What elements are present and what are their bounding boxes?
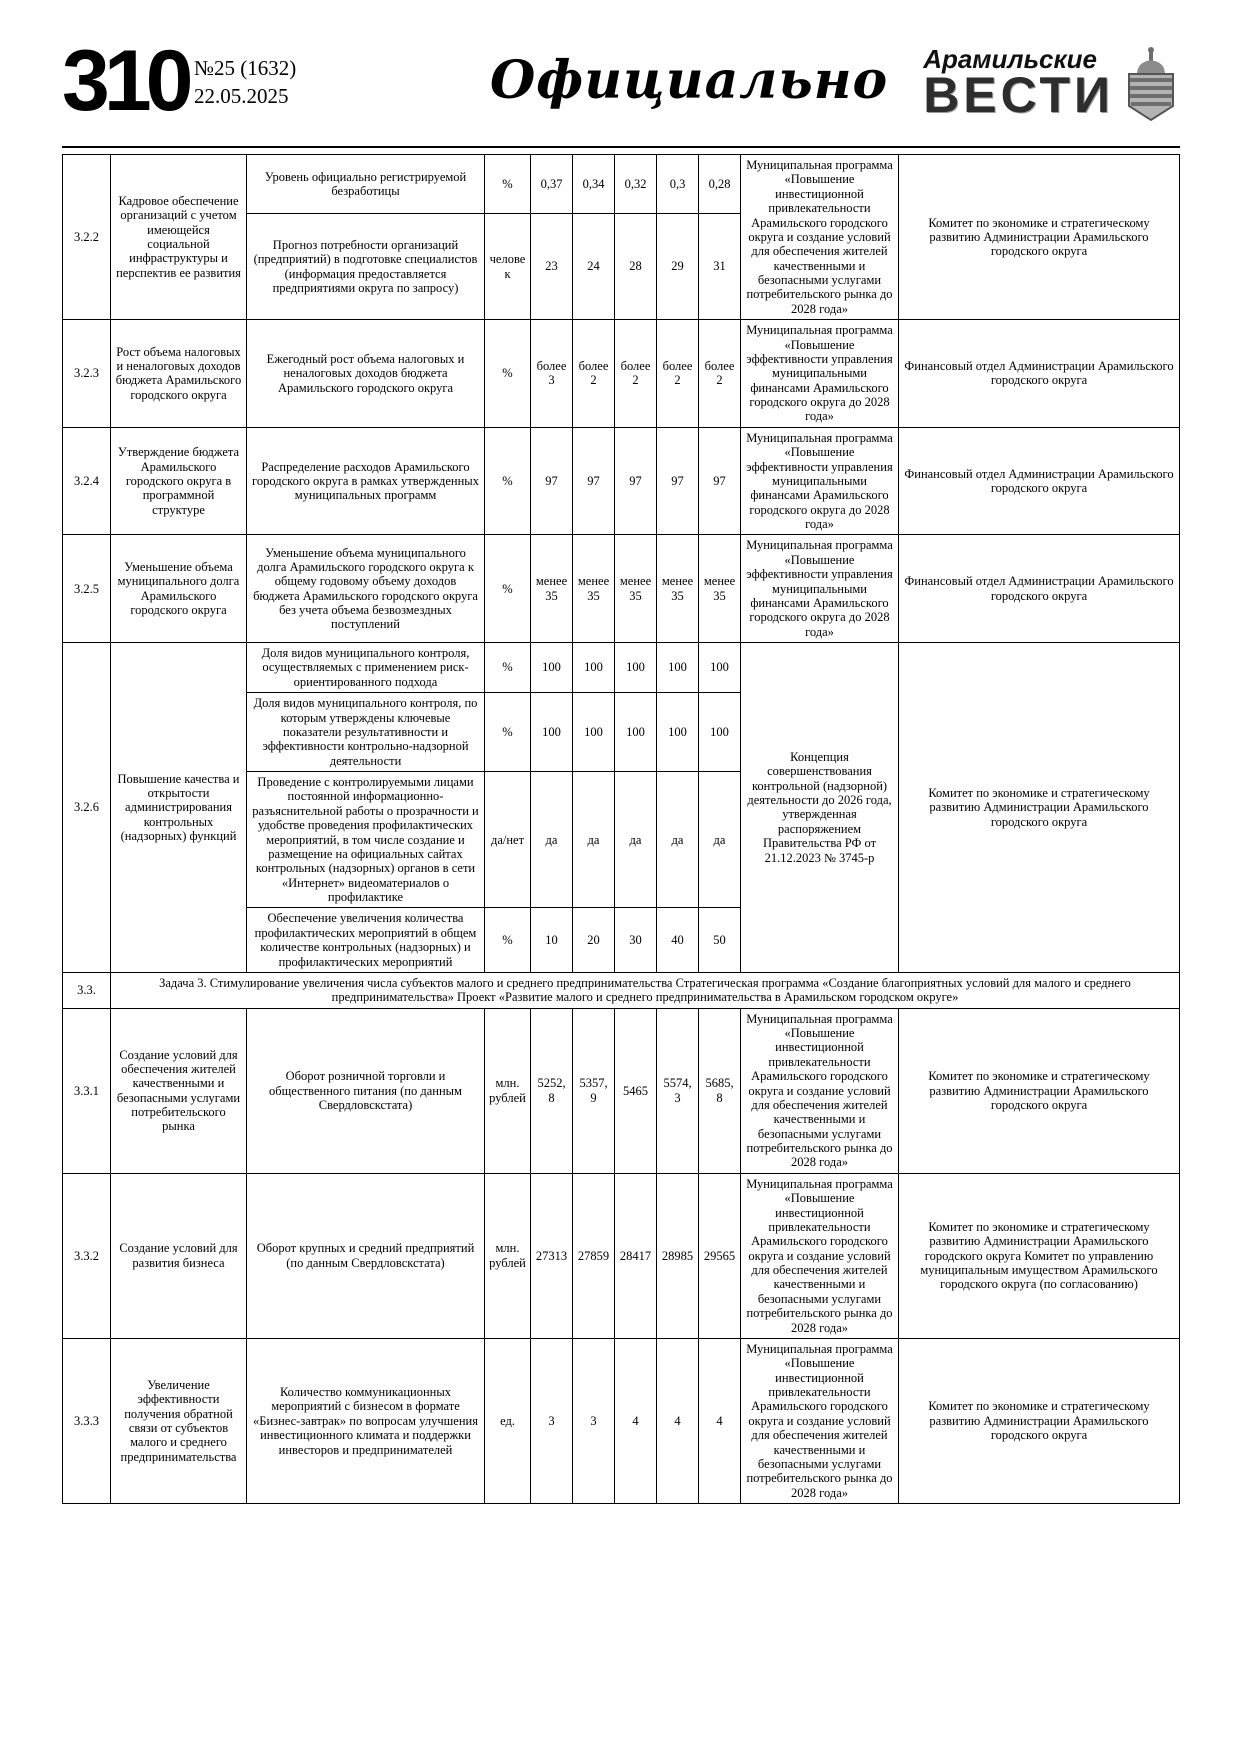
program-cell: Муниципальная программа «Повышение инвестиционной привлекательности Арамильского городского округа и создание условий для обеспечения жителей качественными и безопасными услугами потребительского рынка до 2028 года» xyxy=(741,1173,899,1338)
value-cell: 100 xyxy=(573,643,615,693)
indicator-cell: Прогноз потребности организаций (предприятий) в подготовке специалистов (информация предоставляется предприятиями округа по запросу) xyxy=(247,213,485,319)
value-cell: 5574,3 xyxy=(657,1008,699,1173)
value-cell: 29565 xyxy=(699,1173,741,1338)
value-cell: 0,28 xyxy=(699,155,741,214)
indicator-cell: Оборот розничной торговли и общественного питания (по данным Свердловскстата) xyxy=(247,1008,485,1173)
row-number-cell: 3.3.2 xyxy=(63,1173,111,1338)
value-cell: менее 35 xyxy=(615,535,657,643)
value-cell: 100 xyxy=(699,693,741,772)
goal-cell: Повышение качества и открытости администрирования контрольных (надзорных) функций xyxy=(111,643,247,973)
value-cell: да xyxy=(573,772,615,908)
issue-date: 22.05.2025 xyxy=(194,84,289,109)
issue-number: №25 (1632) xyxy=(194,56,297,80)
indicator-cell: Проведение с контролируемыми лицами постоянной информационно-разъяснительной работы о прозрачности и удобстве проведения профилактических мероприятий, в том числе создание и размещение на официальных сайтах контрольных (надзорных) органов в сети «Интернет» видеоматериалов о профилактике xyxy=(247,772,485,908)
page-number: 310 xyxy=(62,33,188,129)
row-number-cell: 3.2.5 xyxy=(63,535,111,643)
value-cell: 97 xyxy=(531,427,573,535)
value-cell: 5685,8 xyxy=(699,1008,741,1173)
indicators-table xyxy=(62,154,1180,1504)
indicator-cell: Доля видов муниципального контроля, по которым утверждены ключевые показатели результативности и эффективности контрольно-надзорной деятельности xyxy=(247,693,485,772)
program-cell: Муниципальная программа «Повышение инвестиционной привлекательности Арамильского городского округа и создание условий для обеспечения жителей качественными и безопасными услугами потребительского рынка до 2028 года» xyxy=(741,1008,899,1173)
program-cell: Концепция совершенствования контрольной (надзорной) деятельности до 2026 года, утвержденная распоряжением Правительства РФ от 21.12.2023 № 3745-р xyxy=(741,643,899,973)
value-cell: 100 xyxy=(657,693,699,772)
value-cell: 4 xyxy=(699,1338,741,1503)
value-cell: 0,37 xyxy=(531,155,573,214)
value-cell: менее 35 xyxy=(699,535,741,643)
row-number-cell: 3.2.6 xyxy=(63,643,111,973)
value-cell: более 2 xyxy=(573,320,615,428)
table-row xyxy=(63,535,1180,643)
program-cell: Муниципальная программа «Повышение эффективности управления муниципальными финансами Арамильского городского округа до 2028 года» xyxy=(741,535,899,643)
row-number-cell: 3.3.3 xyxy=(63,1338,111,1503)
value-cell: 3 xyxy=(573,1338,615,1503)
program-cell: Муниципальная программа «Повышение инвестиционной привлекательности Арамильского городского округа и создание условий для обеспечения жителей качественными и безопасными услугами потребительского рынка до 2028 года» xyxy=(741,1338,899,1503)
value-cell: 28985 xyxy=(657,1173,699,1338)
row-number-cell: 3.2.3 xyxy=(63,320,111,428)
unit-cell: да/нет xyxy=(485,772,531,908)
unit-cell: % xyxy=(485,693,531,772)
value-cell: 29 xyxy=(657,213,699,319)
value-cell: 5465 xyxy=(615,1008,657,1173)
indicator-cell: Распределение расходов Арамильского городского округа в рамках утвержденных муниципальных программ xyxy=(247,427,485,535)
responsible-cell: Комитет по экономике и стратегическому развитию Администрации Арамильского городского округа xyxy=(899,1338,1180,1503)
unit-cell: человек xyxy=(485,213,531,319)
table-row xyxy=(63,1338,1180,1503)
issue-info xyxy=(194,54,296,111)
value-cell: 100 xyxy=(531,693,573,772)
indicator-cell: Доля видов муниципального контроля, осуществляемых с применением риск-ориентированного подхода xyxy=(247,643,485,693)
value-cell: 10 xyxy=(531,908,573,973)
goal-cell: Уменьшение объема муниципального долга Арамильского городского округа xyxy=(111,535,247,643)
value-cell: 24 xyxy=(573,213,615,319)
table-row xyxy=(63,1173,1180,1338)
unit-cell: ед. xyxy=(485,1338,531,1503)
goal-cell: Создание условий для обеспечения жителей качественными и безопасными услугами потребительского рынка xyxy=(111,1008,247,1173)
value-cell: 28417 xyxy=(615,1173,657,1338)
value-cell: 5252,8 xyxy=(531,1008,573,1173)
unit-cell: % xyxy=(485,155,531,214)
indicator-cell: Уменьшение объема муниципального долга Арамильского городского округа к общему годовому объему доходов бюджета Арамильского городского округа без учета объема безвозмездных поступлений xyxy=(247,535,485,643)
value-cell: 27313 xyxy=(531,1173,573,1338)
value-cell: 31 xyxy=(699,213,741,319)
table-row xyxy=(63,643,1180,693)
value-cell: менее 35 xyxy=(531,535,573,643)
value-cell: 30 xyxy=(615,908,657,973)
value-cell: менее 35 xyxy=(657,535,699,643)
unit-cell: млн. рублей xyxy=(485,1173,531,1338)
value-cell: 20 xyxy=(573,908,615,973)
value-cell: 97 xyxy=(699,427,741,535)
row-number-cell: 3.3. xyxy=(63,972,111,1008)
indicator-cell: Обеспечение увеличения количества профилактических мероприятий в общем количестве контрольных (надзорных) и профилактических мероприятий xyxy=(247,908,485,973)
row-number-cell: 3.3.1 xyxy=(63,1008,111,1173)
unit-cell: % xyxy=(485,427,531,535)
responsible-cell: Финансовый отдел Администрации Арамильского городского округа xyxy=(899,427,1180,535)
row-number-cell: 3.2.4 xyxy=(63,427,111,535)
value-cell: 4 xyxy=(615,1338,657,1503)
goal-cell: Увеличение эффективности получения обратной связи от субъектов малого и среднего предпринимательства xyxy=(111,1338,247,1503)
responsible-cell: Комитет по экономике и стратегическому развитию Администрации Арамильского городского округа xyxy=(899,643,1180,973)
indicator-cell: Уровень официально регистрируемой безработицы xyxy=(247,155,485,214)
newspaper-logo xyxy=(923,46,1180,122)
value-cell: да xyxy=(657,772,699,908)
value-cell: 0,32 xyxy=(615,155,657,214)
task-cell: Задача 3. Стимулирование увеличения числа субъектов малого и среднего предпринимательства Стратегическая программа «Создание благоприятных условий для малого и среднего предпринимательства» Проект «Развитие малого и среднего предпринимательства в Арамильском городском округе» xyxy=(111,972,1180,1008)
program-cell: Муниципальная программа «Повышение эффективности управления муниципальными финансами Арамильского городского округа до 2028 года» xyxy=(741,320,899,428)
program-cell: Муниципальная программа «Повышение эффективности управления муниципальными финансами Арамильского городского округа до 2028 года» xyxy=(741,427,899,535)
goal-cell: Кадровое обеспечение организаций с учетом имеющейся социальной инфраструктуры и перспектив ее развития xyxy=(111,155,247,320)
brand-name-top: Арамильские xyxy=(923,44,1098,74)
value-cell: 100 xyxy=(573,693,615,772)
value-cell: 5357,9 xyxy=(573,1008,615,1173)
responsible-cell: Комитет по экономике и стратегическому развитию Администрации Арамильского городского округа xyxy=(899,155,1180,320)
value-cell: более 2 xyxy=(699,320,741,428)
program-cell: Муниципальная программа «Повышение инвестиционной привлекательности Арамильского городского округа и создание условий для обеспечения жителей качественными и безопасными услугами потребительского рынка до 2028 года» xyxy=(741,155,899,320)
value-cell: 100 xyxy=(699,643,741,693)
value-cell: да xyxy=(699,772,741,908)
responsible-cell: Комитет по экономике и стратегическому развитию Администрации Арамильского городского округа Комитет по управлению муниципальным имуществом Арамильского городского округа (по согласованию) xyxy=(899,1173,1180,1338)
unit-cell: % xyxy=(485,535,531,643)
responsible-cell: Комитет по экономике и стратегическому развитию Администрации Арамильского городского округа xyxy=(899,1008,1180,1173)
value-cell: 28 xyxy=(615,213,657,319)
value-cell: менее 35 xyxy=(573,535,615,643)
header-divider xyxy=(62,146,1180,148)
responsible-cell: Финансовый отдел Администрации Арамильского городского округа xyxy=(899,320,1180,428)
goal-cell: Создание условий для развития бизнеса xyxy=(111,1173,247,1338)
value-cell: более 2 xyxy=(657,320,699,428)
table-row xyxy=(63,1008,1180,1173)
value-cell: 4 xyxy=(657,1338,699,1503)
value-cell: 50 xyxy=(699,908,741,973)
unit-cell: % xyxy=(485,908,531,973)
table-row xyxy=(63,427,1180,535)
section-title: Официально xyxy=(490,50,889,111)
table-row xyxy=(63,320,1180,428)
indicator-cell: Количество коммуникационных мероприятий с бизнесом в формате «Бизнес-завтрак» по вопросам улучшения инвестиционного климата и поддержки инвесторов и предпринимателей xyxy=(247,1338,485,1503)
row-number-cell: 3.2.2 xyxy=(63,155,111,320)
goal-cell: Рост объема налоговых и неналоговых доходов бюджета Арамильского городского округа xyxy=(111,320,247,428)
value-cell: 100 xyxy=(531,643,573,693)
goal-cell: Утверждение бюджета Арамильского городского округа в программной структуре xyxy=(111,427,247,535)
value-cell: более 2 xyxy=(615,320,657,428)
indicator-cell: Оборот крупных и средний предприятий (по данным Свердловскстата) xyxy=(247,1173,485,1338)
responsible-cell: Финансовый отдел Администрации Арамильского городского округа xyxy=(899,535,1180,643)
value-cell: 97 xyxy=(615,427,657,535)
brand-name-bottom: ВЕСТИ xyxy=(923,67,1114,123)
value-cell: 0,34 xyxy=(573,155,615,214)
value-cell: более 3 xyxy=(531,320,573,428)
value-cell: 40 xyxy=(657,908,699,973)
value-cell: 97 xyxy=(657,427,699,535)
city-crest-icon xyxy=(1122,46,1180,122)
value-cell: 27859 xyxy=(573,1173,615,1338)
value-cell: да xyxy=(531,772,573,908)
value-cell: 97 xyxy=(573,427,615,535)
value-cell: 0,3 xyxy=(657,155,699,214)
table-row xyxy=(63,155,1180,214)
value-cell: 100 xyxy=(615,693,657,772)
value-cell: да xyxy=(615,772,657,908)
masthead xyxy=(62,33,1180,142)
brand-text xyxy=(923,44,1114,123)
value-cell: 100 xyxy=(657,643,699,693)
unit-cell: % xyxy=(485,320,531,428)
indicator-cell: Ежегодный рост объема налоговых и неналоговых доходов бюджета Арамильского городского округа xyxy=(247,320,485,428)
value-cell: 23 xyxy=(531,213,573,319)
value-cell: 3 xyxy=(531,1338,573,1503)
unit-cell: % xyxy=(485,643,531,693)
value-cell: 100 xyxy=(615,643,657,693)
table-row xyxy=(63,972,1180,1008)
unit-cell: млн. рублей xyxy=(485,1008,531,1173)
